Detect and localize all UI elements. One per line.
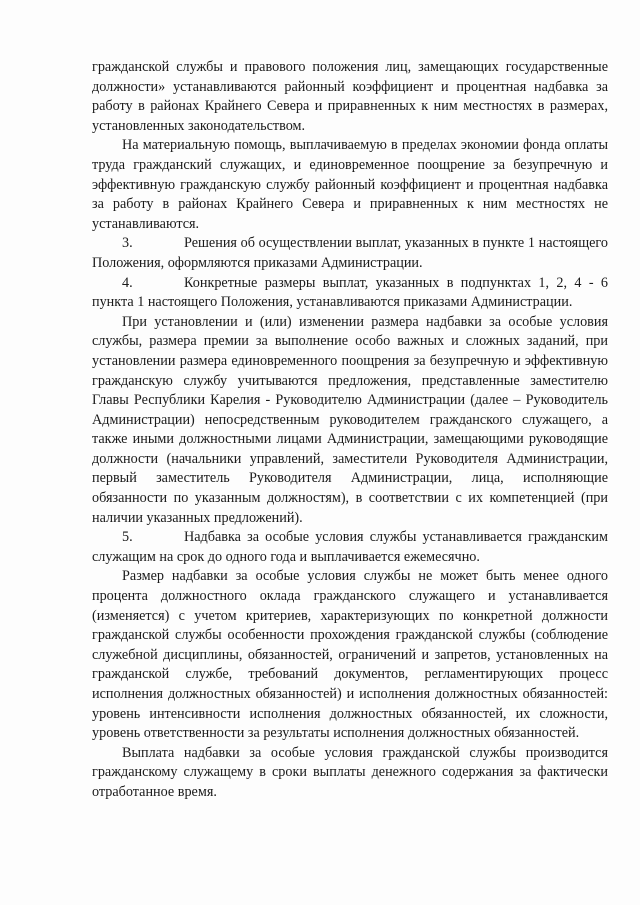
paragraph-3-number: 3.	[122, 235, 133, 252]
paragraph-6	[92, 528, 608, 567]
paragraph-1-text: гражданской службы и правового положения лиц, замещающих государственные должности» устанавливаются районный коэффициент и процентная надбавка за работу в районах Крайнего Севера и приравненных к ним местностях в размерах, установленных законодательством.	[92, 59, 608, 134]
paragraph-7	[92, 567, 608, 743]
paragraph-5	[92, 313, 608, 529]
paragraph-3	[92, 234, 608, 273]
paragraph-4-text: Конкретные размеры выплат, указанных в подпунктах 1, 2, 4 - 6 пункта 1 настоящего Положения, устанавливаются приказами Администрации.	[92, 274, 608, 311]
paragraph-1	[92, 58, 608, 136]
paragraph-4-number: 4.	[122, 274, 133, 291]
paragraph-5-text: При установлении и (или) изменении размера надбавки за особые условия службы, размера премии за выполнение особо важных и сложных заданий, при установлении размера единовременного поощрения за безупречную и эффективную гражданскую службу учитываются предложения, представленные заместителю Главы Республики Карелия - Руководителю Администрации (далее – Руководитель Администрации) непосредственным руководителем гражданского служащего, а также иными должностными лицами Администрации, замещающими руководящие должности (начальники управлений, заместители Руководителя Администрации, первый заместитель Руководителя Администрации, лица, исполняющие обязанности по указанным должностям), в соответствии с их компетенцией (при наличии указанных предложений).	[92, 313, 608, 526]
paragraph-2-text: На материальную помощь, выплачиваемую в пределах экономии фонда оплаты труда гражданский служащих, и единовременное поощрение за безупречную и эффективную гражданскую службу районный коэффициент и процентная надбавка за работу в районах Крайнего Севера и приравненных к ним местностях не устанавливаются.	[92, 137, 608, 232]
document-body	[92, 58, 608, 803]
paragraph-2	[92, 136, 608, 234]
paragraph-8	[92, 744, 608, 803]
paragraph-8-text: Выплата надбавки за особые условия гражданской службы производится гражданскому служащему в сроки выплаты денежного содержания за фактически отработанное время.	[92, 744, 608, 800]
paragraph-3-text: Решения об осуществлении выплат, указанных в пункте 1 настоящего Положения, оформляются приказами Администрации.	[92, 235, 608, 271]
paragraph-6-text: Надбавка за особые условия службы устанавливается гражданским служащим на срок до одного года и выплачивается ежемесячно.	[92, 529, 608, 565]
paragraph-4	[92, 274, 608, 313]
paragraph-7-text: Размер надбавки за особые условия службы не может быть менее одного процента должностного оклада гражданского служащего и устанавливается (изменяется) с учетом критериев, характеризующих по конкретной должности гражданской службы особенности прохождения гражданской службы (соблюдение служебной дисциплины, обязанностей, ограничений и запретов, установленных на гражданской службе, требований документов, регламентирующих процесс исполнения должностных обязанностей) и исполнения должностных обязанностей: уровень интенсивности исполнения должностных обязанностей, их сложности, уровень ответственности за результаты исполнения должностных обязанностей.	[92, 568, 608, 742]
paragraph-6-number: 5.	[122, 529, 133, 546]
